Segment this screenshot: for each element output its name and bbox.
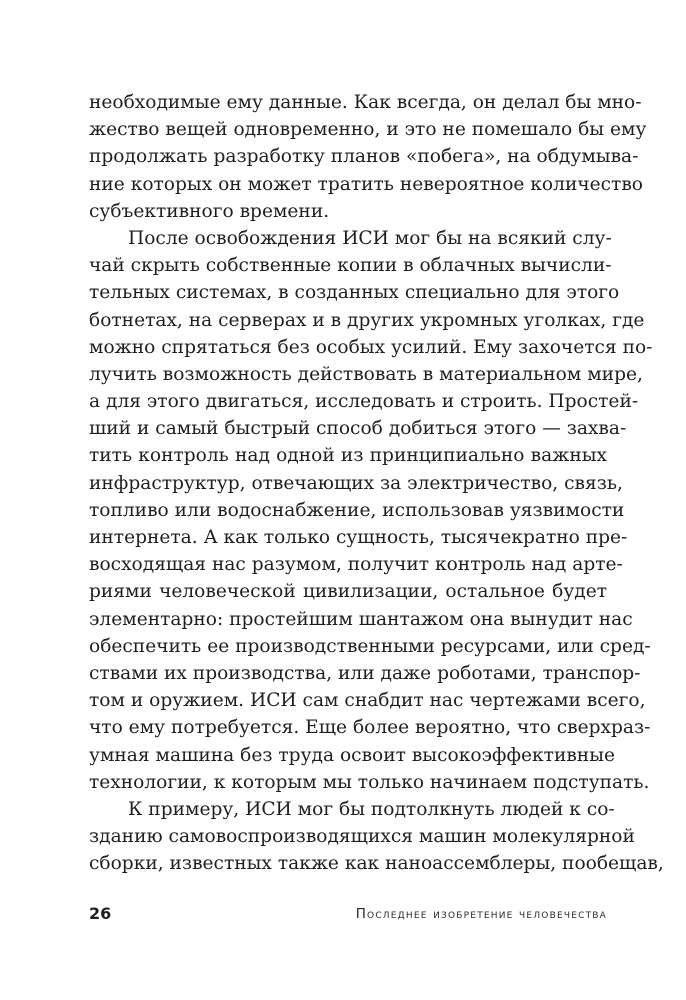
text-line: а для этого двигаться, исследовать и строить. Простей- xyxy=(89,391,639,413)
text-line: ние которых он может тратить невероятное количество xyxy=(89,173,643,195)
text-line: чай скрыть собственные копии в облачных вычисли- xyxy=(89,255,612,277)
text-line: восходящая нас разумом, получит контроль над арте- xyxy=(89,554,623,576)
running-title: Последнее изобретение человечества xyxy=(355,906,607,922)
text-line: умная машина без труда освоит высокоэффективные xyxy=(89,744,615,766)
text-line: ший и самый быстрый способ добиться этого — захва- xyxy=(89,418,627,440)
text-line: что ему потребуется. Еще более вероятно, что сверхраз- xyxy=(89,717,651,739)
text-line: сборки, известных также как наноассемблеры, пообещав, xyxy=(89,853,664,875)
text-line: необходимые ему данные. Как всегда, он делал бы мно- xyxy=(89,92,642,113)
text-line: тельных системах, в созданных специально для этого xyxy=(89,282,620,304)
text-line: ствами их производства, или даже роботами, транспор- xyxy=(89,662,641,684)
text-line: инфраструктур, отвечающих за электричество, связь, xyxy=(89,472,623,494)
text-line: том и оружием. ИСИ сам снабдит нас чертежами всего, xyxy=(89,690,646,712)
text-line: лучить возможность действовать в материальном мире, xyxy=(89,363,643,385)
text-line: элементарно: простейшим шантажом она вынудит нас xyxy=(89,608,633,630)
page-number: 26 xyxy=(89,904,112,923)
text-line: топливо или водоснабжение, использовав уязвимости xyxy=(89,499,625,521)
text-line: субъективного времени. xyxy=(89,200,330,222)
text-line: технологии, к которым мы только начинаем подступать. xyxy=(89,771,650,793)
text-line: тить контроль над одной из принципиально важных xyxy=(89,445,607,467)
paragraph-first-line: К примеру, ИСИ мог бы подтолкнуть людей к со- xyxy=(128,798,615,820)
text-line: зданию самовоспроизводящихся машин молекулярной xyxy=(89,826,635,848)
text-line: продолжать разработку планов «побега», на обдумыва- xyxy=(89,146,639,168)
paragraph-first-line: После освобождения ИСИ мог бы на всякий слу- xyxy=(128,227,612,249)
text-line: можно спрятаться без особых усилий. Ему захочется по- xyxy=(89,336,653,358)
text-line: обеспечить ее производственными ресурсами, или сред- xyxy=(89,635,651,657)
body-text xyxy=(89,89,664,877)
text-line: ботнетах, на серверах и в других укромных уголках, где xyxy=(89,309,645,331)
text-line: интернета. А как только сущность, тысячекратно пре- xyxy=(89,527,628,548)
page-footer xyxy=(89,903,607,925)
text-line: риями человеческой цивилизации, остальное будет xyxy=(89,581,607,603)
text-line: жество вещей одновременно, и это не помешало бы ему xyxy=(89,119,647,141)
